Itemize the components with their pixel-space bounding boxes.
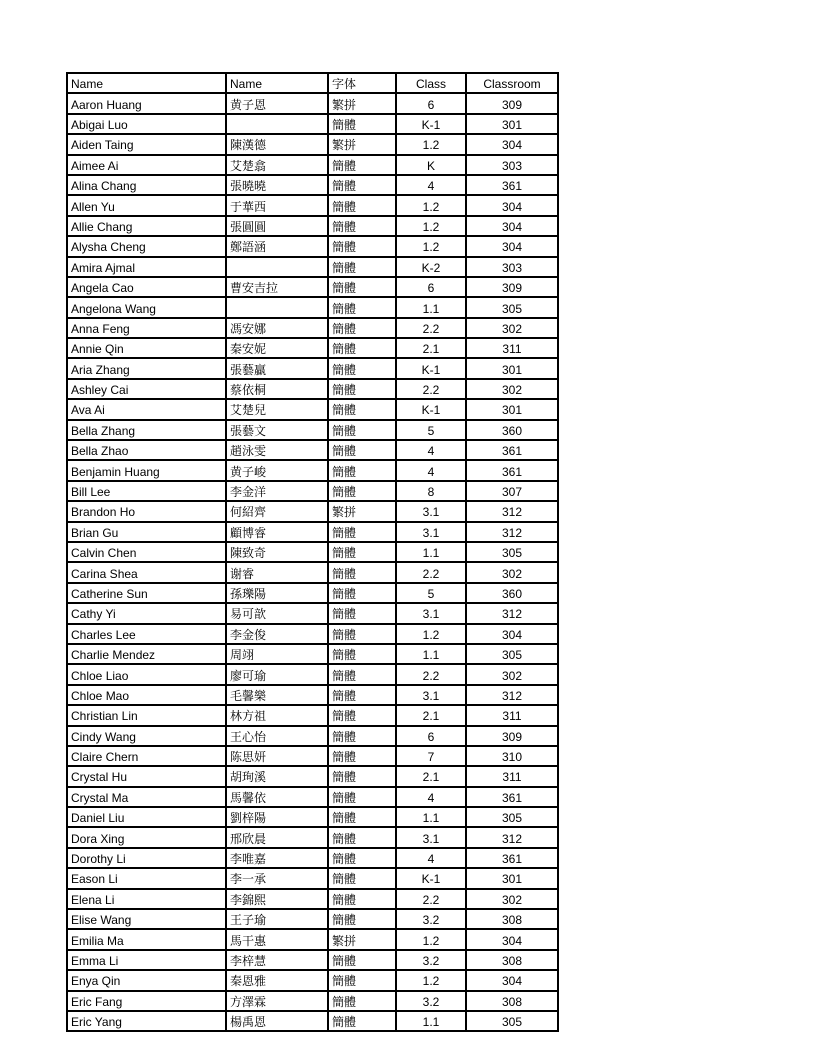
cell-font-type: 簡體 (328, 481, 396, 501)
cell-font-type: 簡體 (328, 889, 396, 909)
table-row (67, 501, 558, 521)
cell-font-type: 簡體 (328, 624, 396, 644)
cell-font-type: 簡體 (328, 399, 396, 419)
cell-font-type: 簡體 (328, 950, 396, 970)
cell-name-chinese: 于華西 (226, 195, 328, 215)
cell-font-type: 簡體 (328, 909, 396, 929)
cell-name-chinese: 馬馨依 (226, 787, 328, 807)
cell-classroom: 302 (466, 889, 558, 909)
table-row (67, 257, 558, 277)
table-row (67, 562, 558, 582)
cell-classroom: 304 (466, 970, 558, 990)
cell-name-english: Ashley Cai (67, 379, 226, 399)
cell-name-chinese: 曹安吉拉 (226, 277, 328, 297)
table-row (67, 195, 558, 215)
cell-name-english: Bill Lee (67, 481, 226, 501)
table-row (67, 460, 558, 480)
cell-name-chinese: 黄子恩 (226, 93, 328, 113)
cell-classroom: 361 (466, 175, 558, 195)
cell-name-chinese: 張曉曉 (226, 175, 328, 195)
cell-name-english: Emma Li (67, 950, 226, 970)
cell-classroom: 304 (466, 236, 558, 256)
cell-font-type: 繁拼 (328, 929, 396, 949)
table-row (67, 705, 558, 725)
cell-classroom: 305 (466, 644, 558, 664)
cell-font-type: 簡體 (328, 175, 396, 195)
cell-font-type: 簡體 (328, 440, 396, 460)
cell-name-chinese: 李金俊 (226, 624, 328, 644)
cell-font-type: 簡體 (328, 766, 396, 786)
cell-font-type: 簡體 (328, 827, 396, 847)
cell-class: 4 (396, 440, 466, 460)
table-row (67, 889, 558, 909)
cell-font-type: 簡體 (328, 685, 396, 705)
cell-class: 2.2 (396, 379, 466, 399)
table-row (67, 746, 558, 766)
table-row (67, 827, 558, 847)
cell-name-chinese: 李錦熙 (226, 889, 328, 909)
cell-name-english: Ava Ai (67, 399, 226, 419)
cell-font-type: 繁拼 (328, 93, 396, 113)
cell-name-english: Chloe Liao (67, 664, 226, 684)
cell-classroom: 309 (466, 726, 558, 746)
cell-classroom: 361 (466, 787, 558, 807)
cell-name-chinese: 張圓圓 (226, 216, 328, 236)
cell-name-english: Bella Zhao (67, 440, 226, 460)
cell-class: 3.2 (396, 950, 466, 970)
cell-font-type: 簡體 (328, 318, 396, 338)
cell-font-type: 簡體 (328, 726, 396, 746)
cell-font-type: 簡體 (328, 583, 396, 603)
cell-name-english: Elise Wang (67, 909, 226, 929)
cell-name-chinese: 易可歆 (226, 603, 328, 623)
cell-name-english: Charles Lee (67, 624, 226, 644)
cell-name-english: Eric Yang (67, 1011, 226, 1031)
cell-classroom: 304 (466, 624, 558, 644)
cell-class: 5 (396, 583, 466, 603)
cell-class: K-1 (396, 114, 466, 134)
table-row (67, 93, 558, 113)
table-row (67, 603, 558, 623)
cell-class: 4 (396, 848, 466, 868)
cell-font-type: 簡體 (328, 155, 396, 175)
cell-class: 1.2 (396, 970, 466, 990)
cell-font-type: 簡體 (328, 216, 396, 236)
cell-name-chinese: 陳致奇 (226, 542, 328, 562)
cell-font-type: 簡體 (328, 297, 396, 317)
cell-class: 3.2 (396, 909, 466, 929)
table-row (67, 1011, 558, 1031)
cell-name-english: Cathy Yi (67, 603, 226, 623)
cell-class: 1.1 (396, 1011, 466, 1031)
cell-class: 1.2 (396, 195, 466, 215)
cell-classroom: 304 (466, 134, 558, 154)
cell-name-chinese: 王子瑜 (226, 909, 328, 929)
cell-name-english: Bella Zhang (67, 420, 226, 440)
table-row (67, 766, 558, 786)
header-name-english: Name (67, 73, 226, 93)
table-row (67, 991, 558, 1011)
cell-font-type: 簡體 (328, 195, 396, 215)
cell-name-english: Dorothy Li (67, 848, 226, 868)
cell-font-type: 簡體 (328, 970, 396, 990)
cell-name-chinese: 馮安娜 (226, 318, 328, 338)
cell-name-english: Aiden Taing (67, 134, 226, 154)
cell-name-chinese: 艾楚兒 (226, 399, 328, 419)
cell-classroom: 360 (466, 420, 558, 440)
cell-name-english: Anna Feng (67, 318, 226, 338)
cell-classroom: 304 (466, 216, 558, 236)
cell-name-english: Alina Chang (67, 175, 226, 195)
cell-classroom: 302 (466, 318, 558, 338)
cell-class: 6 (396, 277, 466, 297)
cell-font-type: 簡體 (328, 705, 396, 725)
table-row (67, 522, 558, 542)
cell-classroom: 301 (466, 114, 558, 134)
cell-classroom: 308 (466, 909, 558, 929)
table-body (67, 93, 558, 1031)
cell-name-chinese: 秦恩雅 (226, 970, 328, 990)
cell-font-type: 簡體 (328, 562, 396, 582)
cell-class: K (396, 155, 466, 175)
cell-classroom: 312 (466, 501, 558, 521)
table-row (67, 868, 558, 888)
table-row (67, 970, 558, 990)
table-row (67, 318, 558, 338)
cell-name-chinese: 胡珣溪 (226, 766, 328, 786)
cell-class: 3.1 (396, 501, 466, 521)
cell-class: 2.2 (396, 889, 466, 909)
cell-class: 2.2 (396, 318, 466, 338)
cell-name-chinese: 林方祖 (226, 705, 328, 725)
cell-name-english: Enya Qin (67, 970, 226, 990)
table-row (67, 440, 558, 460)
cell-name-english: Catherine Sun (67, 583, 226, 603)
cell-name-chinese: 邢欣晨 (226, 827, 328, 847)
cell-name-english: Cindy Wang (67, 726, 226, 746)
cell-classroom: 361 (466, 460, 558, 480)
cell-classroom: 308 (466, 991, 558, 1011)
cell-class: 3.1 (396, 827, 466, 847)
cell-name-english: Brian Gu (67, 522, 226, 542)
table-row (67, 358, 558, 378)
cell-classroom: 302 (466, 379, 558, 399)
table-row (67, 644, 558, 664)
cell-name-english: Angela Cao (67, 277, 226, 297)
cell-font-type: 簡體 (328, 848, 396, 868)
cell-class: 2.1 (396, 766, 466, 786)
cell-name-chinese: 楊禹恩 (226, 1011, 328, 1031)
table-row (67, 929, 558, 949)
table-row (67, 542, 558, 562)
cell-name-english: Aaron Huang (67, 93, 226, 113)
cell-classroom: 312 (466, 522, 558, 542)
cell-name-chinese: 黄子峻 (226, 460, 328, 480)
cell-class: 3.1 (396, 603, 466, 623)
cell-name-chinese: 馬干惠 (226, 929, 328, 949)
cell-class: 3.2 (396, 991, 466, 1011)
cell-name-english: Elena Li (67, 889, 226, 909)
cell-name-english: Claire Chern (67, 746, 226, 766)
cell-class: 3.1 (396, 522, 466, 542)
cell-name-chinese: 趙泳雯 (226, 440, 328, 460)
cell-classroom: 302 (466, 664, 558, 684)
header-row (67, 73, 558, 93)
cell-class: 1.1 (396, 542, 466, 562)
cell-name-chinese: 李梓慧 (226, 950, 328, 970)
cell-name-chinese: 艾楚翕 (226, 155, 328, 175)
cell-name-chinese (226, 114, 328, 134)
cell-class: 2.1 (396, 338, 466, 358)
cell-classroom: 312 (466, 685, 558, 705)
cell-name-english: Allie Chang (67, 216, 226, 236)
cell-classroom: 308 (466, 950, 558, 970)
cell-class: K-1 (396, 868, 466, 888)
table-row (67, 216, 558, 236)
cell-font-type: 簡體 (328, 991, 396, 1011)
table-row (67, 950, 558, 970)
cell-classroom: 307 (466, 481, 558, 501)
cell-classroom: 311 (466, 338, 558, 358)
cell-name-chinese: 李唯嘉 (226, 848, 328, 868)
cell-class: 5 (396, 420, 466, 440)
cell-name-chinese: 張藝贏 (226, 358, 328, 378)
cell-name-english: Eason Li (67, 868, 226, 888)
cell-class: 1.1 (396, 644, 466, 664)
cell-classroom: 301 (466, 399, 558, 419)
cell-font-type: 簡體 (328, 807, 396, 827)
cell-class: 3.1 (396, 685, 466, 705)
student-roster-table (66, 72, 559, 1032)
table-row (67, 726, 558, 746)
cell-classroom: 302 (466, 562, 558, 582)
cell-font-type: 簡體 (328, 379, 396, 399)
cell-classroom: 301 (466, 868, 558, 888)
cell-name-english: Eric Fang (67, 991, 226, 1011)
table-row (67, 277, 558, 297)
cell-name-chinese: 李金洋 (226, 481, 328, 501)
header-font-type: 字体 (328, 73, 396, 93)
table-row (67, 685, 558, 705)
cell-name-english: Calvin Chen (67, 542, 226, 562)
table-row (67, 399, 558, 419)
cell-name-english: Aimee Ai (67, 155, 226, 175)
cell-name-chinese: 張藝文 (226, 420, 328, 440)
cell-name-english: Crystal Ma (67, 787, 226, 807)
table-row (67, 338, 558, 358)
cell-class: K-2 (396, 257, 466, 277)
cell-font-type: 簡體 (328, 358, 396, 378)
cell-classroom: 312 (466, 603, 558, 623)
cell-font-type: 繁拼 (328, 134, 396, 154)
cell-classroom: 360 (466, 583, 558, 603)
cell-name-chinese (226, 257, 328, 277)
cell-name-chinese: 方澤霖 (226, 991, 328, 1011)
cell-name-english: Charlie Mendez (67, 644, 226, 664)
cell-font-type: 簡體 (328, 236, 396, 256)
cell-name-chinese: 蔡依桐 (226, 379, 328, 399)
cell-name-chinese: 谢睿 (226, 562, 328, 582)
header-class: Class (396, 73, 466, 93)
cell-name-chinese (226, 297, 328, 317)
table-row (67, 236, 558, 256)
table-row (67, 848, 558, 868)
table-row (67, 297, 558, 317)
cell-name-chinese: 陳漢德 (226, 134, 328, 154)
cell-name-chinese: 秦安妮 (226, 338, 328, 358)
cell-name-chinese: 顧博睿 (226, 522, 328, 542)
table-row (67, 134, 558, 154)
cell-font-type: 簡體 (328, 746, 396, 766)
cell-name-english: Abigai Luo (67, 114, 226, 134)
cell-class: K-1 (396, 399, 466, 419)
cell-name-chinese: 何紹齊 (226, 501, 328, 521)
cell-name-english: Brandon Ho (67, 501, 226, 521)
cell-name-english: Emilia Ma (67, 929, 226, 949)
cell-class: 1.1 (396, 297, 466, 317)
cell-class: 4 (396, 787, 466, 807)
cell-name-chinese: 孫瓅陽 (226, 583, 328, 603)
cell-class: 1.2 (396, 134, 466, 154)
cell-name-english: Angelona Wang (67, 297, 226, 317)
header-name-chinese: Name (226, 73, 328, 93)
cell-name-english: Alysha Cheng (67, 236, 226, 256)
cell-class: 8 (396, 481, 466, 501)
cell-name-english: Crystal Hu (67, 766, 226, 786)
table-row (67, 583, 558, 603)
table-row (67, 909, 558, 929)
table-row (67, 114, 558, 134)
cell-name-english: Dora Xing (67, 827, 226, 847)
cell-name-chinese: 鄭語涵 (226, 236, 328, 256)
cell-classroom: 361 (466, 848, 558, 868)
cell-class: 1.2 (396, 216, 466, 236)
cell-classroom: 305 (466, 297, 558, 317)
cell-classroom: 301 (466, 358, 558, 378)
cell-font-type: 簡體 (328, 257, 396, 277)
cell-font-type: 簡體 (328, 644, 396, 664)
cell-font-type: 簡體 (328, 1011, 396, 1031)
cell-class: 4 (396, 175, 466, 195)
table-row (67, 175, 558, 195)
cell-classroom: 305 (466, 1011, 558, 1031)
cell-classroom: 304 (466, 195, 558, 215)
table-row (67, 155, 558, 175)
cell-classroom: 304 (466, 929, 558, 949)
cell-name-chinese: 劉梓陽 (226, 807, 328, 827)
table-row (67, 664, 558, 684)
cell-name-chinese: 周翊 (226, 644, 328, 664)
cell-class: 7 (396, 746, 466, 766)
cell-classroom: 311 (466, 766, 558, 786)
table-row (67, 807, 558, 827)
cell-font-type: 簡體 (328, 338, 396, 358)
cell-class: 2.2 (396, 664, 466, 684)
cell-font-type: 簡體 (328, 868, 396, 888)
cell-class: 6 (396, 93, 466, 113)
cell-font-type: 簡體 (328, 542, 396, 562)
table-row (67, 624, 558, 644)
cell-name-english: Daniel Liu (67, 807, 226, 827)
cell-classroom: 311 (466, 705, 558, 725)
cell-classroom: 303 (466, 155, 558, 175)
cell-name-chinese: 毛馨樂 (226, 685, 328, 705)
cell-name-english: Allen Yu (67, 195, 226, 215)
table-header (67, 73, 558, 93)
cell-name-english: Aria Zhang (67, 358, 226, 378)
cell-font-type: 簡體 (328, 420, 396, 440)
cell-classroom: 361 (466, 440, 558, 460)
cell-name-english: Annie Qin (67, 338, 226, 358)
cell-class: K-1 (396, 358, 466, 378)
cell-class: 1.2 (396, 929, 466, 949)
cell-classroom: 309 (466, 277, 558, 297)
cell-name-english: Christian Lin (67, 705, 226, 725)
cell-class: 2.2 (396, 562, 466, 582)
cell-classroom: 303 (466, 257, 558, 277)
cell-classroom: 305 (466, 807, 558, 827)
cell-classroom: 309 (466, 93, 558, 113)
table-row (67, 379, 558, 399)
cell-name-chinese: 李一承 (226, 868, 328, 888)
cell-name-english: Benjamin Huang (67, 460, 226, 480)
cell-name-chinese: 廖可瑜 (226, 664, 328, 684)
cell-name-chinese: 王心怡 (226, 726, 328, 746)
table-row (67, 787, 558, 807)
header-classroom: Classroom (466, 73, 558, 93)
cell-font-type: 簡體 (328, 114, 396, 134)
cell-name-chinese: 陈思妍 (226, 746, 328, 766)
cell-font-type: 簡體 (328, 460, 396, 480)
cell-class: 1.2 (396, 624, 466, 644)
cell-font-type: 簡體 (328, 787, 396, 807)
table-row (67, 481, 558, 501)
cell-name-english: Chloe Mao (67, 685, 226, 705)
cell-classroom: 312 (466, 827, 558, 847)
cell-class: 2.1 (396, 705, 466, 725)
cell-name-english: Carina Shea (67, 562, 226, 582)
cell-class: 1.2 (396, 236, 466, 256)
cell-font-type: 簡體 (328, 277, 396, 297)
cell-class: 1.1 (396, 807, 466, 827)
cell-font-type: 簡體 (328, 664, 396, 684)
cell-classroom: 305 (466, 542, 558, 562)
table-row (67, 420, 558, 440)
cell-font-type: 繁拼 (328, 501, 396, 521)
cell-classroom: 310 (466, 746, 558, 766)
cell-class: 4 (396, 460, 466, 480)
cell-font-type: 簡體 (328, 603, 396, 623)
cell-name-english: Amira Ajmal (67, 257, 226, 277)
cell-class: 6 (396, 726, 466, 746)
cell-font-type: 簡體 (328, 522, 396, 542)
